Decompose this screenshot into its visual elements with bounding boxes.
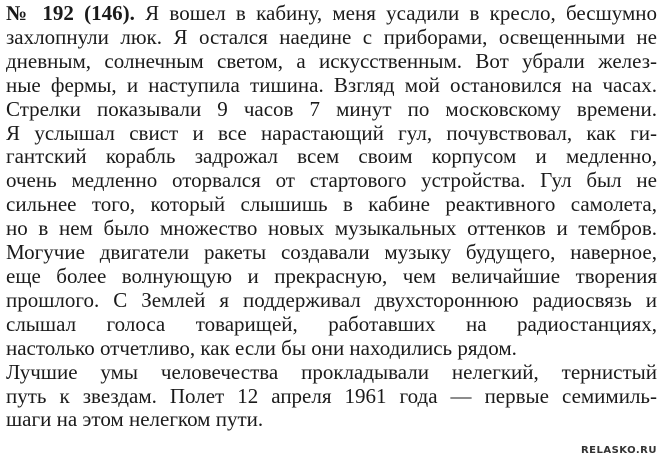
- text-line: сильнее того, который слышишь в кабине реактивного самолета,: [6, 192, 657, 217]
- text-line: [6, 2, 657, 26]
- text-line: ные фермы, и наступила тишина. Взгляд мой остановился на часах.: [6, 72, 657, 97]
- paragraph-2: [6, 361, 657, 433]
- watermark: RELASKO.RU: [580, 445, 657, 456]
- text-line: дневным, солнечным светом, а искусственным. Вот убрали желез-: [6, 48, 657, 73]
- text-line: путь к звездам. Полет 12 апреля 1961 года — первые семимиль-: [6, 383, 657, 408]
- paragraph-1: [6, 2, 657, 361]
- text-line: прошлого. С Землей я поддерживал двухстороннюю радиосвязь и: [6, 287, 657, 312]
- text-line: Лучшие умы человечества прокладывали нелегкий, тернистый: [6, 359, 657, 384]
- text-line: еще более волнующую и прекрасную, чем величайшие творения: [6, 263, 657, 288]
- text-line: Я услышал свист и все нарастающий гул, почувствовал, как ги-: [6, 120, 657, 145]
- text-line: очень медленно оторвался от стартового устройства. Гул был не: [6, 168, 657, 193]
- text-line: шаги на этом нелегком пути.: [6, 407, 264, 432]
- document-page: [6, 2, 657, 432]
- text-line: Стрелки показывали 9 часов 7 минут по московскому времени.: [6, 96, 657, 121]
- text-line-content: Я вошел в кабину, меня усадили в кресло, бесшумно: [134, 1, 658, 25]
- text-line: захлопнули люк. Я остался наедине с приборами, освещенными не: [6, 24, 657, 49]
- text-line: слышал голоса товарищей, работавших на радиостанциях,: [6, 311, 657, 336]
- task-number: № 192 (146).: [6, 1, 135, 25]
- text-line: но в нем было множество новых музыкальных оттенков и тембров.: [6, 216, 657, 241]
- text-line: настолько отчетливо, как если бы они находились рядом.: [6, 335, 517, 360]
- text-line: гантский корабль задрожал всем своим корпусом и медленно,: [6, 144, 657, 169]
- text-line: Могучие двигатели ракеты создавали музыку будущего, наверное,: [6, 240, 657, 265]
